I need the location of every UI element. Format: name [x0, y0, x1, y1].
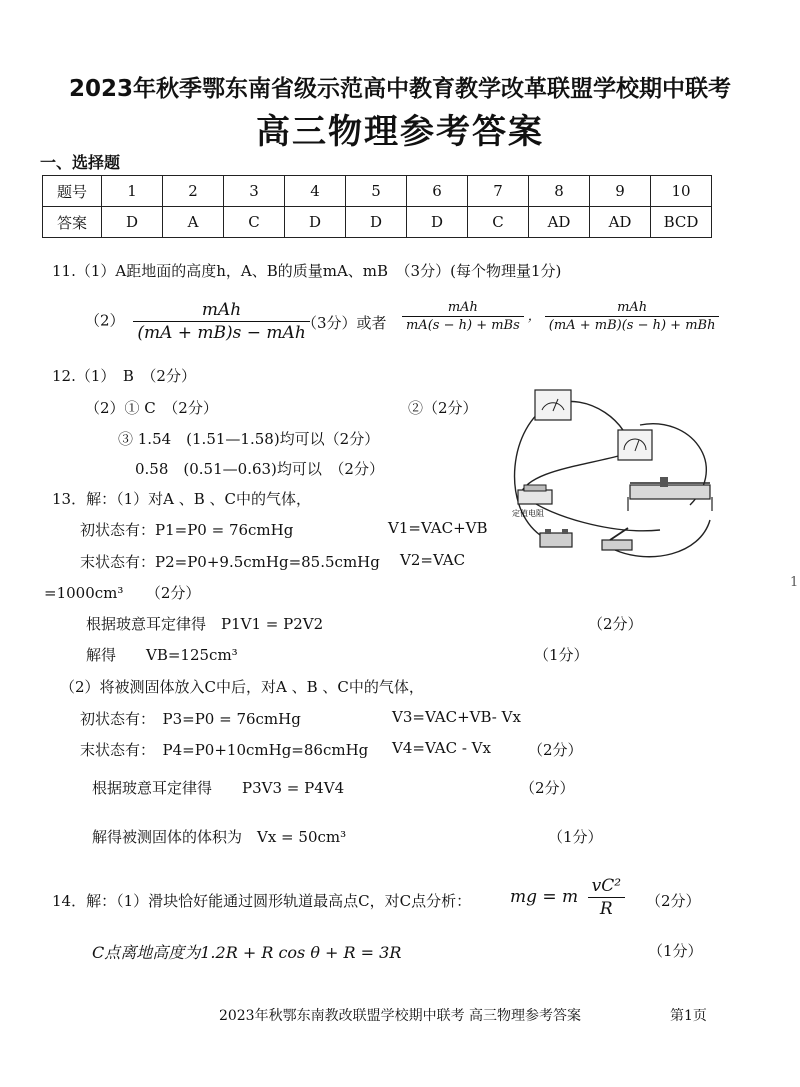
- q13-end-right: V2=VAC: [400, 551, 466, 569]
- question-number: 9: [590, 176, 651, 207]
- table-row: [43, 176, 712, 207]
- q11-formula-row: [85, 300, 314, 343]
- q13-solve-score: （1分）: [534, 646, 589, 664]
- row-header: 答案: [43, 207, 102, 238]
- answer-table: [42, 175, 712, 238]
- answer-cell: AD: [590, 207, 651, 238]
- q11-fraction-alt1: [402, 300, 524, 333]
- q13-init-left: 初状态有：P1=P0 = 76cmHg: [80, 521, 294, 539]
- question-number: 10: [651, 176, 712, 207]
- fraction-denominator: (mA + mB)s − mAh: [137, 323, 306, 343]
- answer-cell: D: [102, 207, 163, 238]
- fraction-numerator: mAh: [402, 300, 524, 317]
- q13-init-right: V1=VAC+VB: [388, 519, 488, 537]
- fraction-numerator: mAh: [545, 300, 720, 317]
- fraction-denominator: (mA + mB)(s − h) + mBh: [548, 318, 716, 333]
- q13-law2: 根据玻意耳定律得 P3V3 = P4V4: [92, 779, 345, 797]
- document-subtitle: 高三物理参考答案: [256, 112, 544, 152]
- q11-part2-label: （2）: [85, 311, 125, 330]
- document-title: 2023年秋季鄂东南省级示范高中教育教学改革联盟学校期中联考: [68, 76, 731, 102]
- table-row: [43, 207, 712, 238]
- equation-lhs: mg = m: [510, 887, 579, 907]
- answer-cell: A: [163, 207, 224, 238]
- fraction-denominator: R: [599, 899, 613, 919]
- q14-line2: C点离地高度为1.2R + R cos θ + R = 3R: [92, 943, 402, 962]
- q14-fraction: [588, 876, 625, 919]
- q14-score2: （1分）: [648, 942, 703, 960]
- circuit-diagram: [490, 385, 740, 565]
- q13-init2-left: 初状态有： P3=P0 = 76cmHg: [80, 710, 301, 728]
- question-number: 4: [285, 176, 346, 207]
- q14-line1: 14．解：（1）滑块恰好能通过圆形轨道最高点C，对C点分析：: [52, 892, 472, 910]
- voltmeter-icon: [535, 390, 571, 420]
- page-number: 第1页: [670, 1008, 707, 1024]
- q14-equation: [510, 876, 629, 919]
- q11-fraction-alt2: [545, 300, 720, 333]
- answer-cell: D: [285, 207, 346, 238]
- question-number: 3: [224, 176, 285, 207]
- q13-law-score: （2分）: [588, 615, 643, 633]
- answer-cell: C: [224, 207, 285, 238]
- fraction-numerator: vC²: [588, 876, 625, 898]
- q12-line2b: ②（2分）: [408, 399, 478, 417]
- q13-solve2-score: （1分）: [548, 828, 603, 846]
- question-number: 8: [529, 176, 590, 207]
- page-footer: 2023年秋鄂东南教改联盟学校期中联考 高三物理参考答案: [218, 1008, 582, 1024]
- q13-init2-right: V3=VAC+VB- Vx: [392, 708, 521, 726]
- q13-line1: 13．解：（1）对A 、B 、C中的气体，: [52, 490, 312, 508]
- section-heading: 一、选择题: [40, 153, 121, 172]
- q11-score-or: （3分）或者: [302, 314, 387, 332]
- q13-law: 根据玻意耳定律得 P1V1 = P2V2: [86, 615, 324, 633]
- answer-cell: BCD: [651, 207, 712, 238]
- q12-line4: 0.58 (0.51—0.63)均可以 （2分）: [135, 460, 384, 478]
- q13-solve: 解得 VB=125cm³: [86, 646, 238, 664]
- question-number: 2: [163, 176, 224, 207]
- q13-law2-score: （2分）: [520, 779, 575, 797]
- question-number: 7: [468, 176, 529, 207]
- fraction-denominator: mA(s − h) + mBs: [406, 318, 520, 333]
- question-number: 1: [102, 176, 163, 207]
- answer-cell: C: [468, 207, 529, 238]
- battery-icon: [540, 529, 572, 547]
- rheostat-icon: [628, 477, 712, 511]
- resistor-label: 定值电阻: [512, 509, 544, 518]
- row-header: 题号: [43, 176, 102, 207]
- q11-line1: 11.（1）A距地面的高度h，A、B的质量mA、mB （3分）(每个物理量1分): [52, 262, 562, 280]
- q12-line2a: （2）① C （2分）: [85, 399, 218, 417]
- q12-line1: 12.（1） B （2分）: [52, 367, 196, 385]
- q13-end2-score: （2分）: [528, 741, 583, 759]
- q13-end-left: 末状态有：P2=P0+9.5cmHg=85.5cmHg: [80, 553, 380, 571]
- fraction-numerator: mAh: [133, 300, 309, 322]
- question-number: 6: [407, 176, 468, 207]
- switch-icon: [602, 528, 632, 550]
- q11-fraction-main: [133, 300, 309, 343]
- q13-end2-left: 末状态有： P4=P0+10cmHg=86cmHg: [80, 741, 369, 759]
- q12-line3: ③ 1.54 (1.51—1.58)均可以（2分）: [118, 430, 380, 448]
- q14-score1: （2分）: [646, 892, 701, 910]
- q13-part2: （2）将被测固体放入C中后，对A 、B 、C中的气体，: [60, 678, 424, 696]
- q13-volume: =1000cm³ （2分）: [44, 584, 201, 602]
- q13-end2-right: V4=VAC - Vx: [392, 739, 491, 757]
- resistor-icon: [518, 485, 552, 504]
- question-number: 5: [346, 176, 407, 207]
- answer-cell: AD: [529, 207, 590, 238]
- ammeter-icon: [618, 430, 652, 460]
- q13-solve2: 解得被测固体的体积为 Vx = 50cm³: [92, 828, 347, 846]
- separator: ，: [527, 309, 541, 324]
- q11-alt-formulas: [398, 300, 723, 333]
- edge-mark: 1: [790, 575, 799, 590]
- answer-cell: D: [407, 207, 468, 238]
- answer-cell: D: [346, 207, 407, 238]
